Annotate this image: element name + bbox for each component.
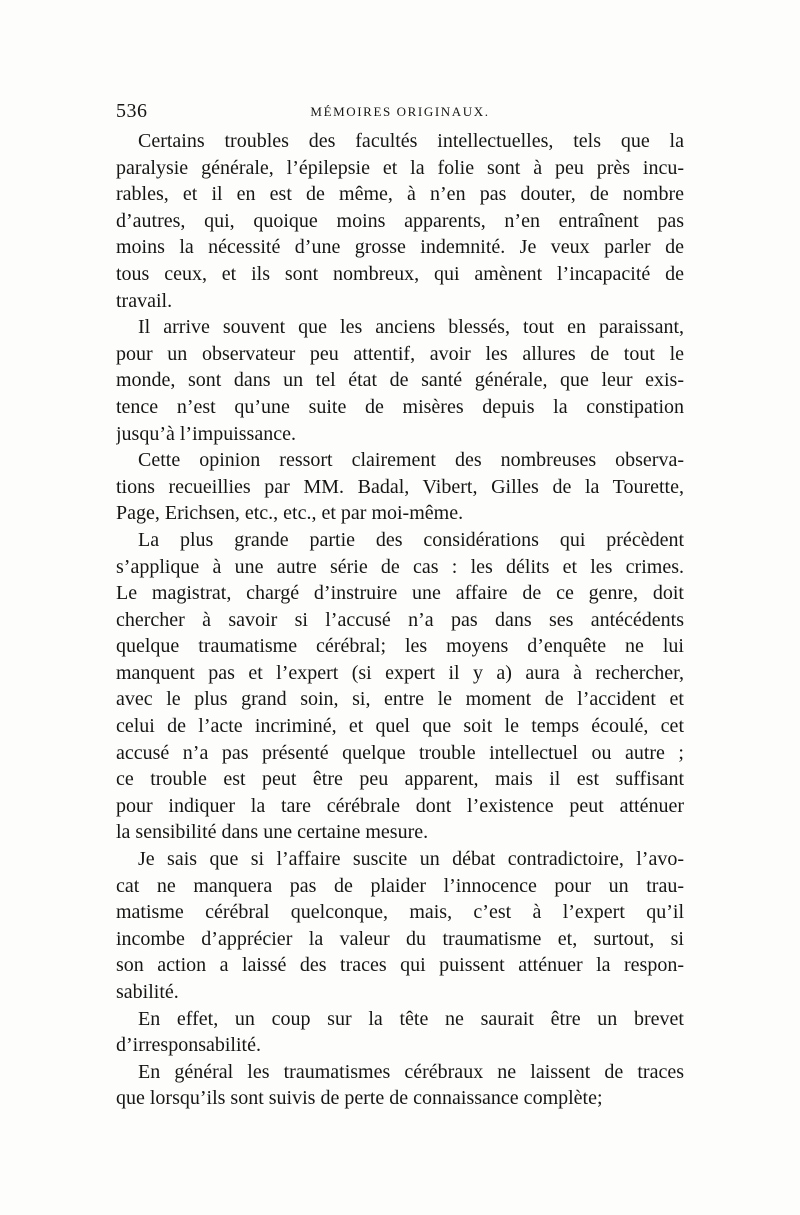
- text-line: tous ceux, et ils sont nombreux, qui amènent l’incapacité de: [116, 262, 684, 285]
- text-line: En général les traumatismes cérébraux ne laissent de traces: [138, 1060, 684, 1083]
- text-line: sabilité.: [116, 981, 179, 1003]
- page-header: [116, 100, 684, 126]
- body-text: [116, 128, 684, 1112]
- running-title: MÉMOIRES ORIGINAUX.: [310, 104, 490, 119]
- text-line: rables, et il en est de même, à n’en pas douter, de nombre: [116, 183, 684, 206]
- paragraph: [116, 314, 684, 447]
- paragraph: [116, 1006, 684, 1059]
- text-line: La plus grande partie des considérations qui précèdent: [138, 528, 684, 551]
- text-line: s’applique à une autre série de cas : les délits et les crimes.: [116, 555, 684, 578]
- paragraph: [116, 1059, 684, 1112]
- text-line: jusqu’à l’impuissance.: [116, 422, 296, 445]
- paragraph: [116, 128, 684, 314]
- text-line: Certains troubles des facultés intellectuelles, tels que la: [138, 130, 684, 152]
- text-line: ce trouble est peut être peu apparent, mais il est suffisant: [116, 768, 684, 791]
- text-line: la sensibilité dans une certaine mesure.: [116, 821, 429, 844]
- text-line: tence n’est qu’une suite de misères depuis la constipation: [116, 395, 684, 418]
- text-line: chercher à savoir si l’accusé n’a pas dans ses antécédents: [116, 608, 684, 631]
- text-line: pour un observateur peu attentif, avoir les allures de tout le: [116, 342, 684, 365]
- text-line: son action a laissé des traces qui puissent atténuer la respon-: [116, 954, 684, 977]
- text-line: celui de l’acte incriminé, et quel que soit le temps écoulé, cet: [116, 715, 684, 738]
- text-line: avec le plus grand soin, si, entre le moment de l’accident et: [116, 688, 684, 711]
- text-line: moins la nécessité d’une grosse indemnité. Je veux parler de: [116, 236, 684, 259]
- text-line: Le magistrat, chargé d’instruire une affaire de ce genre, doit: [116, 582, 684, 605]
- text-line: Il arrive souvent que les anciens blessés, tout en paraissant,: [138, 316, 684, 339]
- text-line: que lorsqu’ils sont suivis de perte de connaissance complète;: [116, 1087, 603, 1110]
- text-line: travail.: [116, 289, 173, 312]
- text-line: d’autres, qui, quoique moins apparents, n’en entraînent pas: [116, 209, 684, 232]
- text-line: incombe d’apprécier la valeur du traumatisme et, surtout, si: [116, 927, 684, 950]
- paragraph: [116, 527, 684, 846]
- text-line: monde, sont dans un tel état de santé générale, que leur exis-: [116, 369, 684, 392]
- text-line: manquent pas et l’expert (si expert il y a) aura à rechercher,: [116, 661, 684, 684]
- text-line: accusé n’a pas présenté quelque trouble intellectuel ou autre ;: [116, 741, 684, 764]
- text-line: cat ne manquera pas de plaider l’innocence pour un trau-: [116, 874, 684, 897]
- text-line: Page, Erichsen, etc., etc., et par moi-même.: [116, 502, 464, 525]
- text-line: paralysie générale, l’épilepsie et la folie sont à peu près incu-: [116, 156, 684, 179]
- paragraph: [116, 846, 684, 1006]
- text-line: quelque traumatisme cérébral; les moyens d’enquête ne lui: [116, 635, 684, 658]
- text-line: matisme cérébral quelconque, mais, c’est à l’expert qu’il: [116, 901, 684, 924]
- text-line: En effet, un coup sur la tête ne saurait être un brevet: [138, 1007, 684, 1030]
- text-line: Je sais que si l’affaire suscite un débat contradictoire, l’avo-: [138, 848, 684, 871]
- text-line: d’irresponsabilité.: [116, 1034, 261, 1057]
- text-line: Cette opinion ressort clairement des nombreuses observa-: [138, 449, 684, 472]
- page-number: 536: [116, 100, 148, 122]
- paragraph: [116, 447, 684, 527]
- text-line: tions recueillies par MM. Badal, Vibert, Gilles de la Tourette,: [116, 475, 684, 498]
- text-line: pour indiquer la tare cérébrale dont l’existence peut atténuer: [116, 794, 684, 817]
